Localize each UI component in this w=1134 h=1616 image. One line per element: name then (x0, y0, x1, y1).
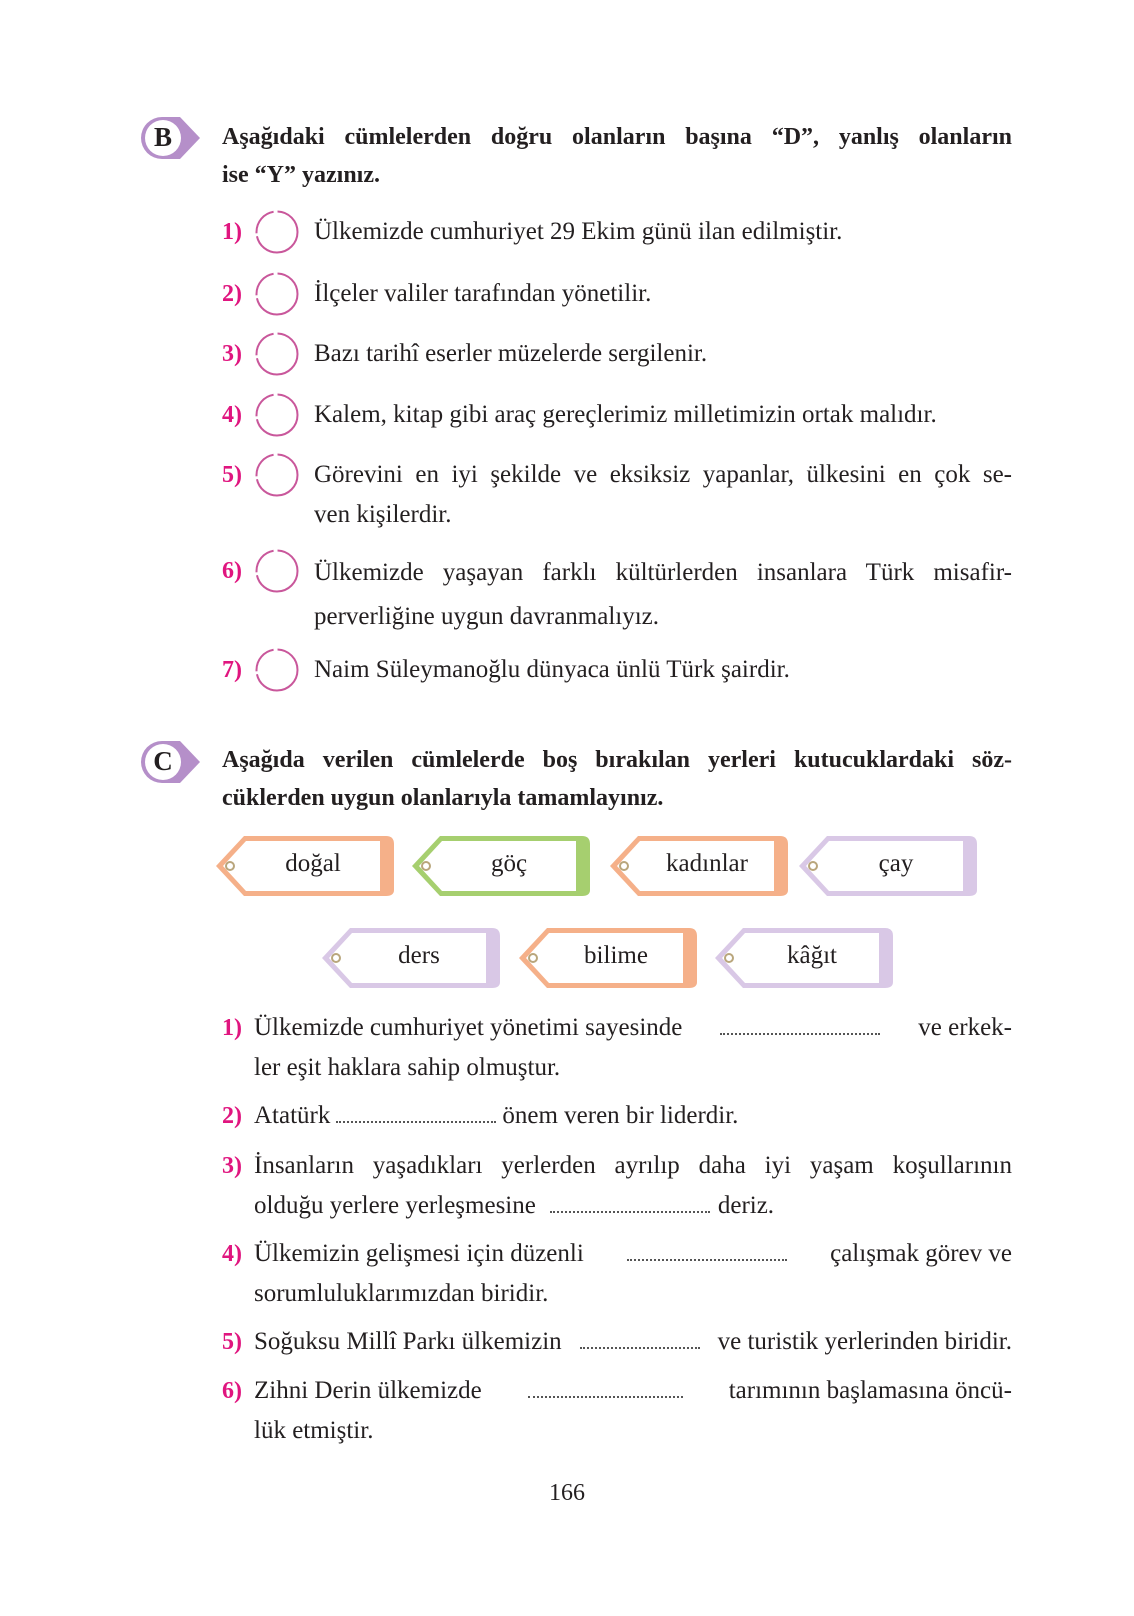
section-c-badge (140, 739, 198, 783)
fill-item-number: 4) (222, 1241, 242, 1267)
section-c-heading: Aşağıda verilen cümlelerde boş bırakılan yerleri kutucuklardaki söz- cüklerden uygun olanlarıyla tamamlayınız. (222, 747, 1012, 811)
word-tag (797, 834, 979, 898)
fill-item-number: 6) (222, 1378, 242, 1404)
tf-item-number: 1) (222, 219, 242, 245)
section-b-badge (140, 115, 198, 159)
word-tag-label: ders (398, 942, 440, 969)
section-c-letter: C (153, 745, 173, 776)
answer-circle[interactable] (254, 392, 299, 437)
blank-field[interactable] (720, 1031, 880, 1035)
tf-item-number: 7) (222, 657, 242, 683)
fill-item-text: Atatürk önem veren bir liderdir. (254, 1102, 739, 1129)
page-number: 166 (549, 1480, 585, 1506)
tf-item-text: Görevini en iyi şekilde ve eksiksiz yapanlar, ülkesini en çok se- ven kişilerdir. (314, 461, 1012, 528)
word-tag (320, 926, 502, 990)
section-b-letter: B (153, 121, 172, 152)
tf-item-text: Kalem, kitap gibi araç gereçlerimiz milletimizin ortak malıdır. (314, 401, 937, 428)
fill-item-number: 5) (222, 1329, 242, 1355)
fill-item-text: Zihni Derin ülkemizde tarımının başlamasına öncü- lük etmiştir. (254, 1377, 1012, 1444)
blank-field[interactable] (550, 1209, 710, 1213)
blank-field[interactable] (580, 1345, 700, 1349)
blank-field[interactable] (528, 1394, 683, 1398)
word-tag (410, 834, 592, 898)
tf-item-text: İlçeler valiler tarafından yönetilir. (314, 280, 652, 307)
answer-circle[interactable] (254, 271, 299, 316)
blank-field[interactable] (336, 1119, 496, 1123)
tf-item-text: Bazı tarihî eserler müzelerde sergilenir. (314, 340, 708, 367)
word-tag-label: kâğıt (787, 942, 837, 969)
word-tag (608, 834, 790, 898)
word-tag (713, 926, 895, 990)
tf-item-number: 3) (222, 341, 242, 367)
fill-item-text: Ülkemizde cumhuriyet yönetimi sayesinde ve erkek- ler eşit haklara sahip olmuştur. (254, 1014, 1012, 1081)
answer-circle[interactable] (254, 548, 299, 593)
answer-circle[interactable] (254, 331, 299, 376)
blank-field[interactable] (627, 1257, 787, 1261)
word-tag-label: kadınlar (666, 850, 748, 877)
tf-item-number: 4) (222, 402, 242, 428)
answer-circle[interactable] (254, 647, 299, 692)
fill-item-number: 1) (222, 1015, 242, 1041)
tf-item-number: 2) (222, 281, 242, 307)
fill-item-number: 3) (222, 1153, 242, 1179)
answer-circle[interactable] (254, 209, 299, 254)
section-b-heading: Aşağıdaki cümlelerden doğru olanların başına “D”, yanlış olanların ise “Y” yazınız. (222, 124, 1012, 188)
tf-item-text: Naim Süleymanoğlu dünyaca ünlü Türk şairdir. (314, 656, 790, 683)
tf-item-number: 6) (222, 558, 242, 584)
word-tag-label: göç (490, 850, 528, 877)
word-tag-label: bilime (584, 942, 648, 969)
fill-item-text: Soğuksu Millî Parkı ülkemizin ve turistik yerlerinden biridir. (254, 1328, 1012, 1355)
word-tag-label: çay (878, 850, 914, 877)
answer-circle[interactable] (254, 452, 299, 497)
word-tag (214, 834, 396, 898)
fill-item-text: Ülkemizin gelişmesi için düzenli çalışmak görev ve sorumluluklarımızdan biridir. (254, 1240, 1012, 1307)
tf-item-text: Ülkemizde yaşayan farklı kültürlerden insanlara Türk misafir- perverliğine uygun davranmalıyız. (314, 559, 1012, 630)
word-tag (517, 926, 699, 990)
fill-item-text: İnsanların yaşadıkları yerlerden ayrılıp daha iyi yaşam koşullarının olduğu yerlere yerleşmesine deriz. (254, 1152, 1012, 1219)
fill-item-number: 2) (222, 1103, 242, 1129)
word-tag-label: doğal (285, 850, 341, 877)
tf-item-text: Ülkemizde cumhuriyet 29 Ekim günü ilan edilmiştir. (314, 218, 843, 245)
tf-item-number: 5) (222, 462, 242, 488)
